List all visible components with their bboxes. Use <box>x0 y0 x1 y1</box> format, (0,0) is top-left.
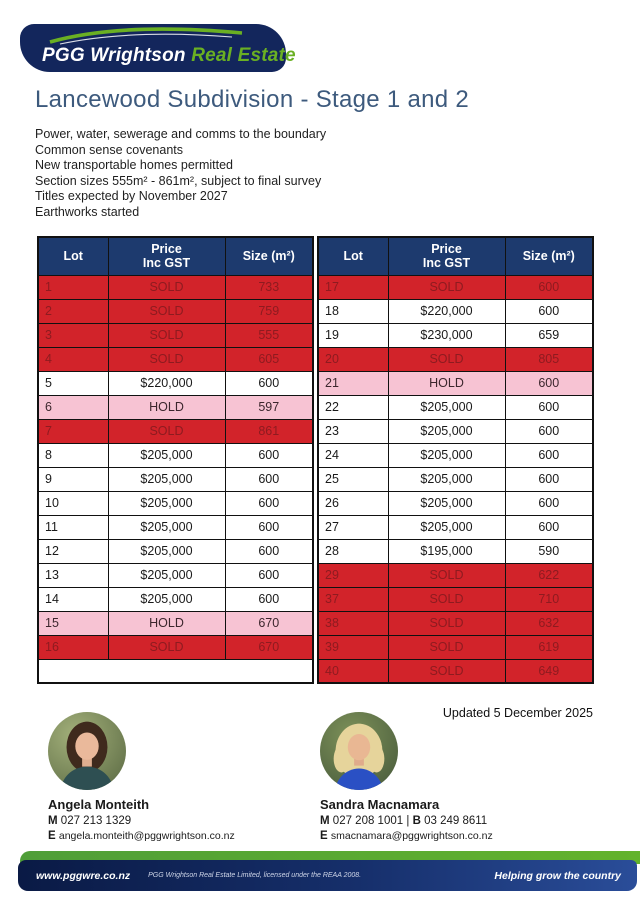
lot-cell: 14 <box>38 587 108 611</box>
lot-cell: 5 <box>38 371 108 395</box>
col-header-size: Size (m²) <box>505 237 593 275</box>
footer-tagline: Helping grow the country <box>494 869 621 882</box>
table-row <box>318 539 593 563</box>
table-row <box>38 635 313 659</box>
table-header-row <box>318 237 593 275</box>
price-cell: $205,000 <box>108 467 225 491</box>
table-row <box>38 275 313 299</box>
price-cell: $205,000 <box>108 443 225 467</box>
size-cell: 619 <box>505 635 593 659</box>
table-row <box>318 275 593 299</box>
price-cell: SOLD <box>108 323 225 347</box>
size-cell: 632 <box>505 611 593 635</box>
size-cell: 861 <box>225 419 313 443</box>
price-cell: SOLD <box>108 347 225 371</box>
size-cell: 590 <box>505 539 593 563</box>
logo-brand-text: PGG Wrightson <box>42 45 186 66</box>
table-row <box>318 635 593 659</box>
size-cell: 600 <box>505 515 593 539</box>
office-label: B <box>412 815 421 827</box>
size-cell: 600 <box>225 563 313 587</box>
lot-cell: 27 <box>318 515 388 539</box>
price-cell: SOLD <box>388 611 505 635</box>
table-row <box>38 539 313 563</box>
lot-cell: 23 <box>318 419 388 443</box>
price-header-line1: Price <box>151 242 182 257</box>
table-row <box>38 299 313 323</box>
table-row <box>38 587 313 611</box>
size-cell: 600 <box>225 467 313 491</box>
lot-cell: 40 <box>318 659 388 683</box>
price-header-line2: Inc GST <box>422 256 471 271</box>
swoosh-icon <box>46 26 246 46</box>
lot-cell: 22 <box>318 395 388 419</box>
lot-cell: 18 <box>318 299 388 323</box>
size-cell: 600 <box>225 443 313 467</box>
mobile-number: 027 213 1329 <box>60 815 132 827</box>
lot-cell: 16 <box>38 635 108 659</box>
table-row <box>318 443 593 467</box>
table-row <box>318 371 593 395</box>
email-address[interactable]: smacnamara@pggwrightson.co.nz <box>330 830 493 842</box>
table-row <box>318 419 593 443</box>
price-cell: $220,000 <box>388 299 505 323</box>
table-row <box>318 323 593 347</box>
agent-photo <box>320 712 398 790</box>
size-cell: 600 <box>505 395 593 419</box>
lot-cell: 4 <box>38 347 108 371</box>
size-cell: 670 <box>225 611 313 635</box>
table-row <box>38 659 313 683</box>
table-row <box>38 467 313 491</box>
phone-separator: | <box>406 815 410 827</box>
size-cell: 600 <box>505 299 593 323</box>
agent-email-line <box>48 830 308 842</box>
lot-cell: 29 <box>318 563 388 587</box>
table-row <box>38 611 313 635</box>
table-row <box>38 491 313 515</box>
lot-cell: 24 <box>318 443 388 467</box>
col-header-size: Size (m²) <box>225 237 313 275</box>
price-cell: SOLD <box>388 659 505 683</box>
size-cell: 597 <box>225 395 313 419</box>
footer-disclaimer: PGG Wrightson Real Estate Limited, licensed under the REAA 2008. <box>148 872 362 879</box>
size-cell: 600 <box>505 419 593 443</box>
price-cell: HOLD <box>108 611 225 635</box>
price-cell: SOLD <box>388 563 505 587</box>
size-cell: 659 <box>505 323 593 347</box>
table-row <box>318 347 593 371</box>
table-row <box>318 563 593 587</box>
size-cell: 600 <box>225 491 313 515</box>
size-cell: 600 <box>505 491 593 515</box>
table-row <box>38 443 313 467</box>
agent-name: Angela Monteith <box>48 797 150 812</box>
table-row <box>318 587 593 611</box>
price-cell: $195,000 <box>388 539 505 563</box>
table-row <box>318 491 593 515</box>
price-cell: SOLD <box>388 347 505 371</box>
lot-cell: 15 <box>38 611 108 635</box>
table-row <box>318 395 593 419</box>
feature-list <box>35 127 326 221</box>
feature-line: Titles expected by November 2027 <box>35 189 228 204</box>
size-cell: 600 <box>505 467 593 491</box>
size-cell: 805 <box>505 347 593 371</box>
agent-card-angela <box>48 712 308 842</box>
logo-accent-text: Real Estate <box>191 45 296 66</box>
agent-mobile-line <box>48 815 308 827</box>
table-row <box>318 299 593 323</box>
agent-phone-line <box>320 815 580 827</box>
footer-website-link[interactable]: www.pggwre.co.nz <box>36 869 131 882</box>
price-cell: SOLD <box>108 419 225 443</box>
feature-line: Earthworks started <box>35 204 140 219</box>
price-cell: SOLD <box>108 275 225 299</box>
pgg-wrightson-logo <box>20 24 296 72</box>
email-label: E <box>48 830 56 842</box>
footer-bar <box>18 860 637 891</box>
price-cell: $205,000 <box>108 515 225 539</box>
size-cell: 622 <box>505 563 593 587</box>
price-cell: $205,000 <box>388 515 505 539</box>
lot-cell: 28 <box>318 539 388 563</box>
lot-cell: 26 <box>318 491 388 515</box>
lot-cell: 2 <box>38 299 108 323</box>
size-cell: 600 <box>225 371 313 395</box>
size-cell: 600 <box>505 275 593 299</box>
size-cell: 600 <box>225 539 313 563</box>
page-title: Lancewood Subdivision - Stage 1 and 2 <box>35 86 470 113</box>
lot-table-left <box>37 236 314 684</box>
price-cell: $205,000 <box>388 419 505 443</box>
size-cell: 670 <box>225 635 313 659</box>
lot-cell: 39 <box>318 635 388 659</box>
lot-cell: 37 <box>318 587 388 611</box>
logo-wordmark <box>42 45 296 67</box>
lot-cell: 19 <box>318 323 388 347</box>
size-cell: 600 <box>225 587 313 611</box>
lot-cell: 38 <box>318 611 388 635</box>
price-cell: SOLD <box>108 299 225 323</box>
feature-line: Power, water, sewerage and comms to the boundary <box>35 127 327 141</box>
feature-line: Common sense covenants <box>35 142 183 157</box>
feature-line: Section sizes 555m² - 861m², subject to final survey <box>35 173 322 188</box>
table-row <box>318 515 593 539</box>
lot-cell: 8 <box>38 443 108 467</box>
price-header-line2: Inc GST <box>142 256 191 271</box>
price-cell: $220,000 <box>108 371 225 395</box>
lot-cell: 25 <box>318 467 388 491</box>
agent-name: Sandra Macnamara <box>320 797 440 812</box>
table-row <box>38 395 313 419</box>
size-cell: 605 <box>225 347 313 371</box>
price-cell: SOLD <box>108 635 225 659</box>
size-cell: 600 <box>225 515 313 539</box>
table-row <box>38 323 313 347</box>
lot-cell: 1 <box>38 275 108 299</box>
price-cell: $205,000 <box>388 395 505 419</box>
price-cell: $205,000 <box>108 491 225 515</box>
size-cell: 649 <box>505 659 593 683</box>
price-cell: HOLD <box>388 371 505 395</box>
col-header-price <box>108 237 225 275</box>
lot-cell: 10 <box>38 491 108 515</box>
size-cell: 600 <box>505 443 593 467</box>
email-address[interactable]: angela.monteith@pggwrightson.co.nz <box>58 830 235 842</box>
price-header-line1: Price <box>431 242 462 257</box>
table-row <box>38 515 313 539</box>
table-header-row <box>38 237 313 275</box>
mobile-label: M <box>48 815 58 827</box>
agent-photo <box>48 712 126 790</box>
price-cell: HOLD <box>108 395 225 419</box>
col-header-price <box>388 237 505 275</box>
price-cell: $230,000 <box>388 323 505 347</box>
size-cell: 600 <box>505 371 593 395</box>
price-cell: SOLD <box>388 587 505 611</box>
table-row <box>38 371 313 395</box>
table-row <box>318 659 593 683</box>
size-cell: 555 <box>225 323 313 347</box>
lot-cell: 3 <box>38 323 108 347</box>
mobile-label: M <box>320 815 330 827</box>
table-row <box>38 419 313 443</box>
agent-card-sandra <box>320 712 580 842</box>
lot-cell: 9 <box>38 467 108 491</box>
table-row <box>38 347 313 371</box>
lot-cell: 21 <box>318 371 388 395</box>
lot-cell: 17 <box>318 275 388 299</box>
table-row <box>38 563 313 587</box>
lot-cell: 6 <box>38 395 108 419</box>
col-header-lot: Lot <box>318 237 388 275</box>
price-cell: $205,000 <box>388 443 505 467</box>
table-row <box>318 467 593 491</box>
feature-line: New transportable homes permitted <box>35 158 234 173</box>
col-header-lot: Lot <box>38 237 108 275</box>
price-cell: $205,000 <box>388 491 505 515</box>
size-cell: 759 <box>225 299 313 323</box>
lot-cell: 20 <box>318 347 388 371</box>
mobile-number: 027 208 1001 <box>332 815 404 827</box>
price-cell: $205,000 <box>108 539 225 563</box>
updated-date: Updated 5 December 2025 <box>442 706 593 720</box>
price-cell: $205,000 <box>388 467 505 491</box>
lot-table-right <box>317 236 594 684</box>
lot-cell: 11 <box>38 515 108 539</box>
agent-email-line <box>320 830 580 842</box>
size-cell: 710 <box>505 587 593 611</box>
table-row <box>318 611 593 635</box>
price-cell: $205,000 <box>108 587 225 611</box>
empty-cell <box>38 659 313 683</box>
price-cell: $205,000 <box>108 563 225 587</box>
office-number: 03 249 8611 <box>424 815 488 827</box>
lot-cell: 12 <box>38 539 108 563</box>
price-cell: SOLD <box>388 275 505 299</box>
email-label: E <box>320 830 328 842</box>
price-cell: SOLD <box>388 635 505 659</box>
size-cell: 733 <box>225 275 313 299</box>
lot-cell: 13 <box>38 563 108 587</box>
lot-cell: 7 <box>38 419 108 443</box>
